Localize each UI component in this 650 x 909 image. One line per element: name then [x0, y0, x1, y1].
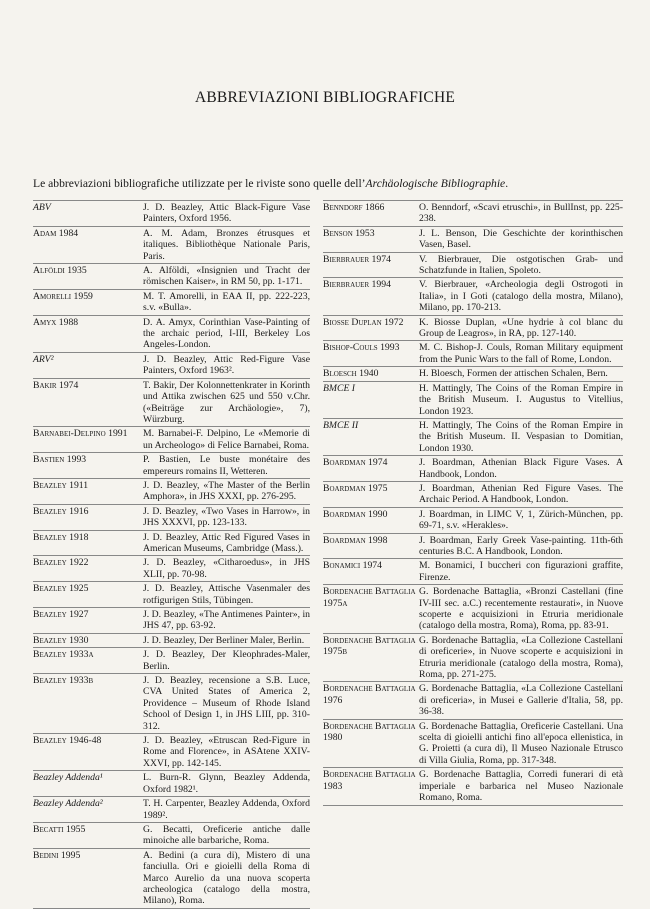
bibliography-entry	[323, 482, 623, 508]
entry-abbreviation: Beazley Addenda¹	[33, 772, 103, 784]
entry-abbreviation: Bastien 1993	[33, 454, 87, 466]
entry-abbreviation: Bordenache Battaglia 1975a	[323, 586, 416, 609]
bibliography-entry	[33, 264, 310, 290]
bibliography-entry	[323, 201, 623, 227]
entry-abbreviation: Bloesch 1940	[323, 368, 379, 380]
entry-abbreviation: Bordenache Battaglia 1980	[323, 720, 416, 744]
bibliography-entry	[323, 341, 623, 367]
bibliography-entry	[323, 585, 623, 634]
bibliography-entry	[323, 768, 623, 805]
bibliography-entry	[323, 367, 623, 381]
bibliography-entry	[33, 316, 310, 353]
bibliography-entry	[323, 720, 623, 769]
entry-reference: T. H. Carpenter, Beazley Addenda, Oxford 1989².	[143, 798, 310, 821]
bibliography-entry	[33, 634, 310, 648]
bibliography-entry	[33, 531, 310, 557]
entry-abbreviation: Benndorf 1866	[323, 202, 385, 213]
bibliography-entry	[33, 648, 310, 674]
bibliography-entry	[323, 534, 623, 560]
bibliography-entry	[323, 456, 623, 482]
entry-reference: L. Burn-R. Glynn, Beazley Addenda, Oxford 1982¹.	[143, 772, 310, 795]
entry-abbreviation: ABV	[33, 202, 51, 213]
entry-reference: G. Becatti, Oreficerie antiche dalle minoiche alle barbariche, Roma.	[143, 823, 310, 847]
bibliography-entry	[33, 505, 310, 531]
entry-reference: J. D. Beazley, «Two Vases in Harrow», in JHS XXXVI, pp. 123-133.	[143, 505, 310, 529]
entry-abbreviation: Bonamici 1974	[323, 560, 382, 572]
entry-abbreviation: BMCE I	[323, 382, 356, 394]
entry-reference: T. Bakir, Der Kolonnettenkrater in Korinth und Attika zwischen 625 und 550 v.Chr. («Beiträge zur Archäologie», 7), Würzburg.	[143, 379, 310, 425]
entry-abbreviation: BMCE II	[323, 419, 359, 431]
entry-abbreviation: Adam 1984	[33, 227, 79, 239]
intro-text	[33, 177, 633, 190]
entry-abbreviation: Boardman 1990	[323, 508, 388, 520]
bibliography-entry	[33, 674, 310, 734]
entry-abbreviation: Bakir 1974	[33, 379, 79, 391]
entry-reference: G. Bordenache Battaglia, «La Collezione Castellani di oreficeria», in Musei e Gallerie d'Italia, 58, pp. 36-38.	[419, 683, 623, 718]
bibliography-entry	[323, 682, 623, 719]
entry-reference: V. Bierbrauer, Die ostgotischen Grab- und Schatzfunde in Italien, Spoleto.	[419, 253, 623, 277]
entry-abbreviation: Bishop-Couls 1993	[323, 342, 400, 354]
bibliography-entry	[33, 556, 310, 582]
entry-reference: D. A. Amyx, Corinthian Vase-Painting of the archaic period, I-III, Berkeley Los Angeles-London.	[143, 316, 310, 351]
entry-abbreviation: Beazley 1930	[33, 634, 89, 646]
bibliography-entry	[33, 771, 310, 797]
bibliography-entry	[33, 353, 310, 379]
entry-reference: A. M. Adam, Bronzes étrusques et italiques. Bibliothèque Nationale Paris, Paris.	[143, 227, 310, 262]
bibliography-entry	[33, 227, 310, 264]
entry-abbreviation: Alföldi 1935	[33, 265, 87, 277]
entry-reference: K. Biosse Duplan, «Une hydrie à col blanc du Group de Leagros», in RA, pp. 127-140.	[419, 316, 623, 340]
entry-abbreviation: Biosse Duplan 1972	[323, 316, 404, 328]
entry-abbreviation: Bedini 1995	[33, 849, 81, 861]
entry-reference: A. Alföldi, «Insignien und Tracht der römischen Kaiser», in RM 50, pp. 1-171.	[143, 265, 310, 288]
entry-reference: J. D. Beazley, recensione a S.B. Luce, CVA United States of America 2, Providence – Museum of Rhode Island School of Design 1, in JHS LIII, pp. 310-312.	[143, 675, 310, 732]
bibliography-entry	[323, 382, 623, 419]
entry-abbreviation: Bordenache Battaglia 1983	[323, 769, 416, 792]
entry-reference: J. D. Beazley, Attische Vasenmaler des rotfigurigen Stils, Tübingen.	[143, 583, 310, 606]
entry-abbreviation: Barnabei-Delpino 1991	[33, 428, 128, 440]
bibliography-entry	[33, 427, 310, 453]
bibliography-entry	[323, 227, 623, 253]
entry-reference: M. Bonamici, I buccheri con figurazioni graffite, Firenze.	[419, 560, 623, 583]
bibliography-entry	[33, 849, 310, 909]
bibliography-entry	[33, 479, 310, 505]
entry-abbreviation: Becatti 1955	[33, 823, 86, 835]
bibliography-entry	[33, 797, 310, 823]
bibliography-entry	[33, 734, 310, 771]
entry-abbreviation: Amyx 1988	[33, 316, 79, 328]
entry-abbreviation: Beazley 1946-48	[33, 735, 102, 747]
entry-reference: M. C. Bishop-J. Couls, Roman Military equipment from the Punic Wars to the fall of Rome, London.	[419, 342, 623, 365]
right-column	[323, 200, 623, 806]
entry-reference: G. Bordenache Battaglia, Corredi funerari di età imperiale e barbarica nel Museo Nazionale Romano, Roma.	[419, 769, 623, 804]
entry-abbreviation: Boardman 1998	[323, 534, 388, 546]
entry-reference: M. T. Amorelli, in EAA II, pp. 222-223, s.v. «Bulla».	[143, 290, 310, 314]
bibliography-entry	[33, 582, 310, 608]
bibliography-entry	[323, 634, 623, 683]
entry-abbreviation: ARV²	[33, 353, 54, 365]
page-title: ABBREVIAZIONI BIBLIOGRAFICHE	[194, 89, 456, 106]
entry-reference: G. Bordenache Battaglia, Oreficerie Castellani. Una scelta di gioielli antichi fino all'epoca ellenistica, in G. Proietti (a cura di), Il Museo Nazionale Etrusco di Villa Giulia, Roma, pp. 317-348.	[419, 720, 623, 766]
bibliography-entry	[323, 316, 623, 342]
entry-reference: J. D. Beazley, «The Antimenes Painter», in JHS 47, pp. 63-92.	[143, 609, 310, 632]
bibliography-entry	[33, 379, 310, 428]
entry-reference: H. Mattingly, The Coins of the Roman Empire in the British Museum. I. Augustus to Vitellius, London 1923.	[419, 382, 623, 417]
entry-abbreviation: Bordenache Battaglia 1976	[323, 683, 416, 706]
entry-reference: G. Bordenache Battaglia, «La Collezione Castellani di oreficerie», in Nuove scoperte e acquisizioni in Etruria meridionale (catalogo della mostra, Roma), Roma, pp. 271-275.	[419, 634, 623, 681]
bibliography-entry	[323, 419, 623, 456]
bibliography-entry	[33, 290, 310, 316]
left-column	[33, 200, 310, 909]
intro-italic: Archäologische Bibliographie	[365, 177, 506, 190]
entry-reference: A. Bedini (a cura di), Mistero di una fanciulla. Ori e gioielli della Roma di Marco Aurelio da una nuova scoperta archeologica (catalogo della mostra, Milano), Roma.	[143, 849, 310, 907]
bibliography-entry	[323, 253, 623, 279]
entry-reference: J. D. Beazley, «Etruscan Red-Figure in Rome and Florence», in ASAtene XXIV-XXVI, pp. 142-145.	[143, 735, 310, 769]
entry-abbreviation: Amorelli 1959	[33, 290, 93, 302]
bibliography-entry	[323, 278, 623, 315]
entry-abbreviation: Benson 1953	[323, 227, 375, 239]
entry-abbreviation: Beazley 1933a	[33, 649, 94, 661]
entry-abbreviation: Bordenache Battaglia 1975b	[323, 634, 416, 658]
entry-abbreviation: Boardman 1975	[323, 482, 388, 494]
entry-reference: J. D. Beazley, Attic Red Figured Vases in American Museums, Cambridge (Mass.).	[143, 531, 310, 554]
entry-abbreviation: Bierbrauer 1974	[323, 253, 391, 265]
entry-reference: H. Bloesch, Formen der attischen Schalen, Bern.	[419, 368, 608, 380]
bibliography-entry	[323, 559, 623, 585]
entry-abbreviation: Beazley 1911	[33, 479, 89, 491]
entry-reference: J. Boardman, Athenian Red Figure Vases. The Archaic Period. A Handbook, London.	[419, 482, 623, 506]
entry-reference: J. D. Beazley, Attic Red-Figure Vase Painters, Oxford 1963².	[143, 353, 310, 377]
intro-main: Le abbreviazioni bibliografiche utilizzate per le riviste sono quelle dell’	[33, 177, 366, 190]
entry-reference: H. Mattingly, The Coins of the Roman Empire in the British Museum. II. Vespasian to Domitian, London 1930.	[419, 419, 623, 454]
entry-reference: J. Boardman, Early Greek Vase-painting. 11th-6th centuries B.C. A Handbook, London.	[419, 534, 623, 557]
bibliography-entry	[33, 608, 310, 634]
entry-reference: J. Boardman, Athenian Black Figure Vases. A Handbook, London.	[419, 457, 623, 480]
bibliography-entry	[33, 453, 310, 479]
entry-reference: J. L. Benson, Die Geschichte der korinthischen Vasen, Basel.	[419, 227, 623, 251]
entry-reference: O. Benndorf, «Scavi etruschi», in BullInst, pp. 225-238.	[419, 202, 623, 225]
entry-reference: J. Boardman, in LIMC V, 1, Zürich-München, pp. 69-71, s.v. «Herakles».	[419, 508, 623, 532]
bibliography-entry	[323, 508, 623, 534]
entry-reference: J. D. Beazley, Der Kleophrades-Maler, Berlin.	[143, 649, 310, 672]
entry-reference: V. Bierbrauer, «Archeologia degli Ostrogoti in Italia», in I Goti (catalogo della mostra, Milano), Milano, pp. 170-213.	[419, 279, 623, 314]
entry-abbreviation: Beazley 1933b	[33, 675, 94, 687]
bibliography-entry	[33, 201, 310, 227]
bibliography-entry	[33, 823, 310, 849]
entry-reference: P. Bastien, Le buste monétaire des empereurs romains II, Wetteren.	[143, 454, 310, 477]
entry-abbreviation: Beazley 1927	[33, 609, 89, 620]
entry-reference: G. Bordenache Battaglia, «Bronzi Castellani (fine IV-III sec. a.C.) recentemente restaurati», in Nuove scoperte e acquisizioni in Etruria meridionale (catalogo della mostra, Roma), Roma, pp. 83-91.	[419, 586, 623, 632]
entry-abbreviation: Beazley 1922	[33, 557, 89, 569]
entry-abbreviation: Beazley 1925	[33, 583, 89, 595]
entry-abbreviation: Beazley 1918	[33, 531, 89, 543]
entry-reference: J. D. Beazley, Attic Black-Figure Vase Painters, Oxford 1956.	[143, 202, 310, 225]
entry-reference: J. D. Beazley, «Citharoedus», in JHS XLII, pp. 70-98.	[143, 557, 310, 580]
entry-abbreviation: Beazley Addenda²	[33, 798, 103, 810]
entry-abbreviation: Boardman 1974	[323, 457, 388, 469]
intro-end: .	[505, 177, 509, 190]
entry-reference: M. Barnabei-F. Delpino, Le «Memorie di un Archeologo» di Felice Barnabei, Roma.	[143, 428, 310, 451]
entry-reference: J. D. Beazley, Der Berliner Maler, Berlin.	[143, 634, 305, 646]
entry-abbreviation: Beazley 1916	[33, 505, 89, 517]
entry-abbreviation: Bierbrauer 1994	[323, 279, 391, 291]
entry-reference: J. D. Beazley, «The Master of the Berlin Amphora», in JHS XXXI, pp. 276-295.	[143, 479, 310, 503]
